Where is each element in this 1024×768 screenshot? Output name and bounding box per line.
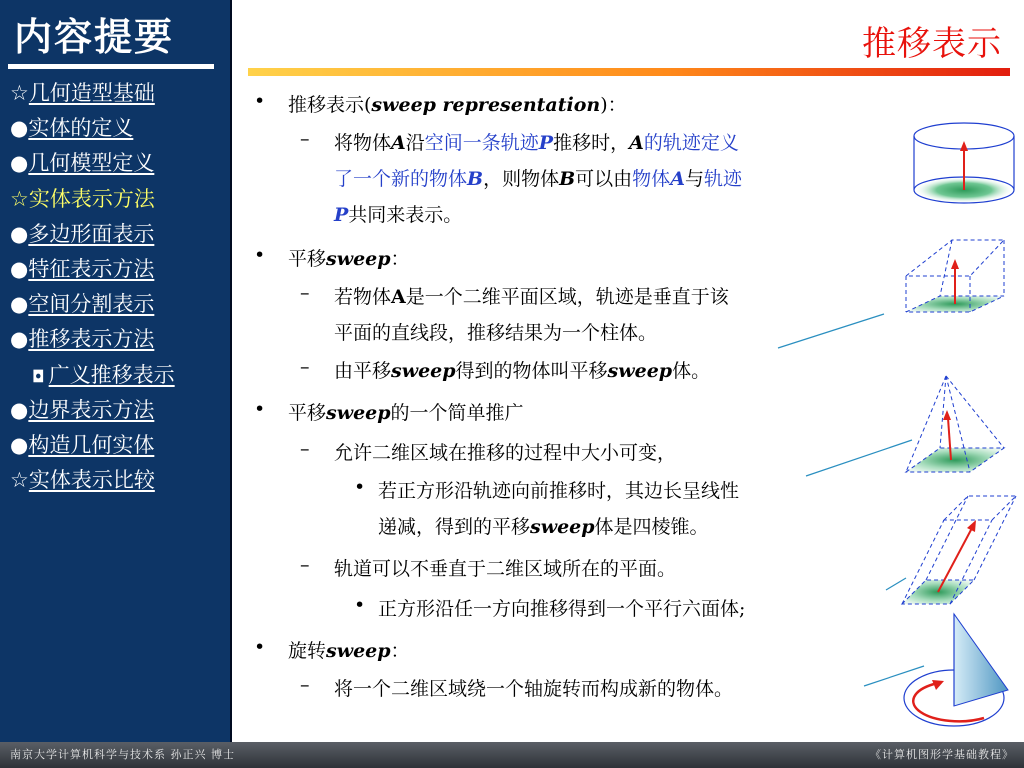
bullet-dash: – [300,128,310,150]
text: 体是四棱锥。 [594,516,709,538]
text-term: sweep [530,516,595,538]
star-outline-icon: ☆ [10,186,29,211]
pyramid-sweep-figure [906,376,1004,472]
sidebar-item-label: 构造几何实体 [28,432,155,457]
text: 得到的物体叫平移 [455,360,608,382]
text-highlight: A [670,168,685,190]
filled-circle-icon: ● [10,256,29,281]
sidebar-item-label: 几何模型定义 [28,151,155,176]
connector-lines [778,314,924,686]
sidebar-item-label: 实体的定义 [28,116,134,141]
cylinder-sweep-figure [914,123,1014,203]
sidebar-item-label: 实体表示方法 [28,186,155,211]
star-outline-icon: ☆ [10,468,29,493]
text: ： [390,248,410,270]
text: 平移 [288,248,327,270]
sidebar-divider [8,64,214,69]
text: ： [390,640,410,662]
text: 若物体 [334,286,392,308]
text: 平移 [288,402,327,424]
sidebar [0,0,232,742]
text: 将一个二维区域绕一个轴旋转而构成新的物体。 [334,678,734,700]
text-highlight: 了一个新的物体 [334,168,468,190]
slide-title: 推移表示 [862,24,1002,64]
text-term: sweep [607,360,673,382]
bullet-dash: – [300,438,310,460]
sidebar-item-label: 实体表示比较 [28,468,155,493]
prism-sweep-figure [906,240,1004,312]
text: 平面的直线段，推移结果为一个柱体。 [334,322,658,344]
text-term: sweep [326,640,391,662]
sidebar-item-spatial-partition[interactable] [10,287,225,322]
bullet-dot: • [254,398,266,420]
text-highlight: 轨迹 [703,168,742,190]
bullet-dot: • [354,594,366,616]
sidebar-item-boundary-representation[interactable] [10,393,225,428]
footer-bar [0,742,1024,768]
text-term: sweep representation [371,94,601,116]
sidebar-title: 内容提要 [14,15,175,59]
sidebar-item-geometric-model-definition[interactable] [10,146,225,181]
sidebar-item-label: 空间分割表示 [28,292,155,317]
filled-circle-icon: ● [10,327,29,352]
bullet-dash: – [300,674,310,696]
footer-author: 南京大学计算机科学与技术系 孙正兴 博士 [10,748,235,761]
sidebar-item-polygon-faces[interactable] [10,217,225,252]
bullet-dot: • [254,244,266,266]
sidebar-item-label: 推移表示方法 [28,327,155,352]
sidebar-item-label: 多边形面表示 [28,221,155,246]
sidebar-item-label: 几何造型基础 [28,81,155,105]
title-gradient-bar [248,68,1010,76]
rotation-sweep-figure [904,614,1008,726]
sidebar-item-representation-comparison[interactable] [10,463,225,498]
text: 将物体 [334,132,392,154]
text: 推移时， [553,132,630,154]
text: 沿 [405,132,425,154]
text-highlight: P [538,132,554,154]
filled-circle-icon: ● [10,432,29,457]
sidebar-item-solid-representation[interactable] [10,182,225,217]
sidebar-nav [10,76,225,498]
sidebar-item-generalized-sweep[interactable] [10,358,225,393]
text-term: sweep [326,248,391,270]
parallelepiped-sweep-figure [902,496,1016,604]
bullet-dot: • [254,90,266,112]
text-term: A [391,286,406,308]
text: 体。 [672,360,711,382]
star-outline-icon: ☆ [10,81,29,105]
filled-circle-icon: ● [10,151,29,176]
bullet-dash: – [300,356,310,378]
sidebar-item-label: 边界表示方法 [28,397,155,422]
text: 的一个简单推广 [390,402,524,424]
text: 与 [684,168,704,190]
text-term: sweep [326,402,391,424]
text-highlight: P [334,204,349,226]
filled-circle-icon: ● [10,397,29,422]
text-highlight: 空间一条轨迹 [424,132,539,154]
sidebar-item-csg[interactable] [10,428,225,463]
bullet-dot: • [354,476,366,498]
text: 由平移 [334,360,392,382]
filled-circle-icon: ● [10,116,29,141]
text: 允许二维区域在推移的过程中大小可变， [334,442,677,464]
bullet-dot: • [254,636,266,658]
text-term: B [559,168,576,190]
text: 正方形沿任一方向推移得到一个平行六面体; [378,598,746,620]
text-highlight: 物体 [632,168,671,190]
text-term: sweep [391,360,456,382]
text: 旋转 [288,640,327,662]
sidebar-item-solid-definition[interactable] [10,111,225,146]
sidebar-item-sweep-representation[interactable] [10,322,225,357]
square-bullet-icon: ◘ [32,366,45,386]
bullet-dash: – [300,554,310,576]
text-highlight: B [467,168,484,190]
text: 轨道可以不垂直于二维区域所在的平面。 [334,558,677,580]
sidebar-item-feature-representation[interactable] [10,252,225,287]
sidebar-item-geometry-basics[interactable] [10,76,225,111]
text: 可以由 [575,168,633,190]
sidebar-item-label: 特征表示方法 [28,256,155,281]
text: ，则物体 [483,168,560,190]
footer-course: 《计算机图形学基础教程》 [870,748,1014,761]
text: 是一个二维平面区域，轨迹是垂直于该 [405,286,729,308]
text-term: A [391,132,406,154]
bullet-dash: – [300,282,310,304]
sidebar-item-label: 广义推移表示 [48,362,175,387]
filled-circle-icon: ● [10,221,29,246]
text-term: A [629,132,644,154]
text: 共同来表示。 [348,204,463,226]
text-highlight: 的轨迹定义 [643,132,739,154]
text: )： [600,94,627,116]
text: 若正方形沿轨迹向前推移时，其边长呈线性 [378,480,740,502]
text: 推移表示( [288,94,372,116]
filled-circle-icon: ● [10,292,29,317]
text: 递减，得到的平移 [378,516,531,538]
